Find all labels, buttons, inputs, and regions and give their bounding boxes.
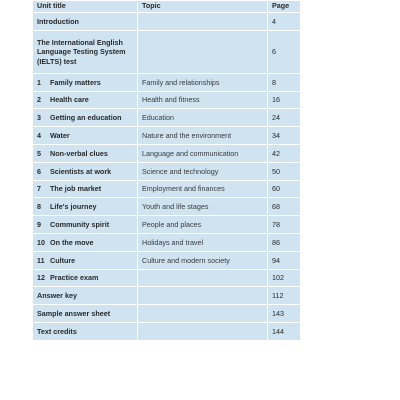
unit-title-cell [33, 198, 137, 215]
unit-number: 1 [37, 77, 41, 87]
topic-cell: Nature and the environment [138, 127, 267, 144]
unit-number: 7 [37, 184, 41, 194]
table-row [33, 127, 300, 144]
unit-title-cell [33, 109, 137, 126]
unit-number: 6 [37, 166, 41, 176]
unit-title: On the move [50, 237, 94, 247]
page-number-cell: 112 [268, 287, 300, 304]
table-row [33, 216, 300, 233]
table-row [33, 181, 300, 198]
table-row [33, 305, 300, 322]
page-number-cell: 144 [268, 323, 300, 340]
page-number-cell: 16 [268, 92, 300, 109]
unit-title: Getting an education [50, 113, 122, 123]
topic-cell: Health and fitness [138, 92, 267, 109]
page-number-cell: 102 [268, 270, 300, 287]
topic-cell: Youth and life stages [138, 198, 267, 215]
header-topic: Topic [138, 1, 267, 12]
table-row [33, 145, 300, 162]
unit-title: Practice exam [50, 273, 99, 283]
page-number-cell: 24 [268, 109, 300, 126]
unit-title-cell [33, 323, 137, 340]
page-number-cell: 8 [268, 74, 300, 91]
table-row [33, 234, 300, 251]
unit-number: 11 [37, 255, 45, 265]
header-unit-title: Unit title [33, 1, 137, 12]
topic-cell [138, 31, 267, 73]
unit-title: The International English Language Testing System (IELTS) test [37, 37, 126, 66]
page-number-cell: 6 [268, 31, 300, 73]
unit-title: Family matters [50, 77, 101, 87]
page-number-cell: 68 [268, 198, 300, 215]
unit-title: Scientists at work [50, 166, 112, 176]
unit-number: 9 [37, 220, 41, 230]
unit-title-cell [33, 287, 137, 304]
table-of-contents [32, 0, 301, 341]
topic-cell: Employment and finances [138, 181, 267, 198]
topic-cell: Language and communication [138, 145, 267, 162]
page-number-cell: 86 [268, 234, 300, 251]
unit-number: 8 [37, 202, 41, 212]
unit-title: The job market [50, 184, 102, 194]
topic-cell: People and places [138, 216, 267, 233]
unit-title: Sample answer sheet [37, 309, 111, 319]
unit-title-cell [33, 305, 137, 322]
unit-title-cell [33, 252, 137, 269]
unit-title-cell [33, 181, 137, 198]
unit-number: 2 [37, 95, 41, 105]
unit-number: 3 [37, 113, 41, 123]
topic-cell: Holidays and travel [138, 234, 267, 251]
page-number-cell: 78 [268, 216, 300, 233]
table-row [33, 198, 300, 215]
table-row [33, 31, 300, 73]
unit-title: Introduction [37, 16, 79, 26]
unit-title-cell [33, 216, 137, 233]
page-number-cell: 143 [268, 305, 300, 322]
table-row [33, 92, 300, 109]
topic-cell: Culture and modern society [138, 252, 267, 269]
unit-title: Text credits [37, 326, 77, 336]
unit-title: Water [50, 131, 70, 141]
unit-title-cell [33, 13, 137, 30]
unit-title-cell [33, 127, 137, 144]
unit-title-cell [33, 270, 137, 287]
topic-cell [138, 287, 267, 304]
unit-title-cell [33, 163, 137, 180]
unit-title-cell [33, 234, 137, 251]
table-row [33, 74, 300, 91]
topic-cell: Science and technology [138, 163, 267, 180]
unit-title: Culture [50, 255, 76, 265]
topic-cell [138, 13, 267, 30]
unit-number: 5 [37, 148, 41, 158]
unit-title: Non-verbal clues [50, 148, 108, 158]
table-header-row [33, 1, 300, 12]
table-row [33, 109, 300, 126]
unit-number: 12 [37, 273, 45, 283]
page-number-cell: 60 [268, 181, 300, 198]
page-number-cell: 50 [268, 163, 300, 180]
unit-number: 4 [37, 131, 41, 141]
header-page: Page [268, 1, 300, 12]
unit-title: Answer key [37, 291, 77, 301]
unit-title: Life's journey [50, 202, 97, 212]
table-row [33, 252, 300, 269]
unit-number: 10 [37, 237, 45, 247]
topic-cell [138, 270, 267, 287]
table-row [33, 323, 300, 340]
table-row [33, 163, 300, 180]
page-number-cell: 4 [268, 13, 300, 30]
table-row [33, 13, 300, 30]
unit-title-cell [33, 74, 137, 91]
unit-title: Community spirit [50, 220, 110, 230]
table-row [33, 270, 300, 287]
page-number-cell: 34 [268, 127, 300, 144]
table-row [33, 287, 300, 304]
topic-cell [138, 305, 267, 322]
topic-cell [138, 323, 267, 340]
unit-title-cell [33, 31, 137, 73]
page-number-cell: 94 [268, 252, 300, 269]
unit-title-cell [33, 145, 137, 162]
topic-cell: Education [138, 109, 267, 126]
topic-cell: Family and relationships [138, 74, 267, 91]
page-number-cell: 42 [268, 145, 300, 162]
unit-title-cell [33, 92, 137, 109]
unit-title: Health care [50, 95, 89, 105]
